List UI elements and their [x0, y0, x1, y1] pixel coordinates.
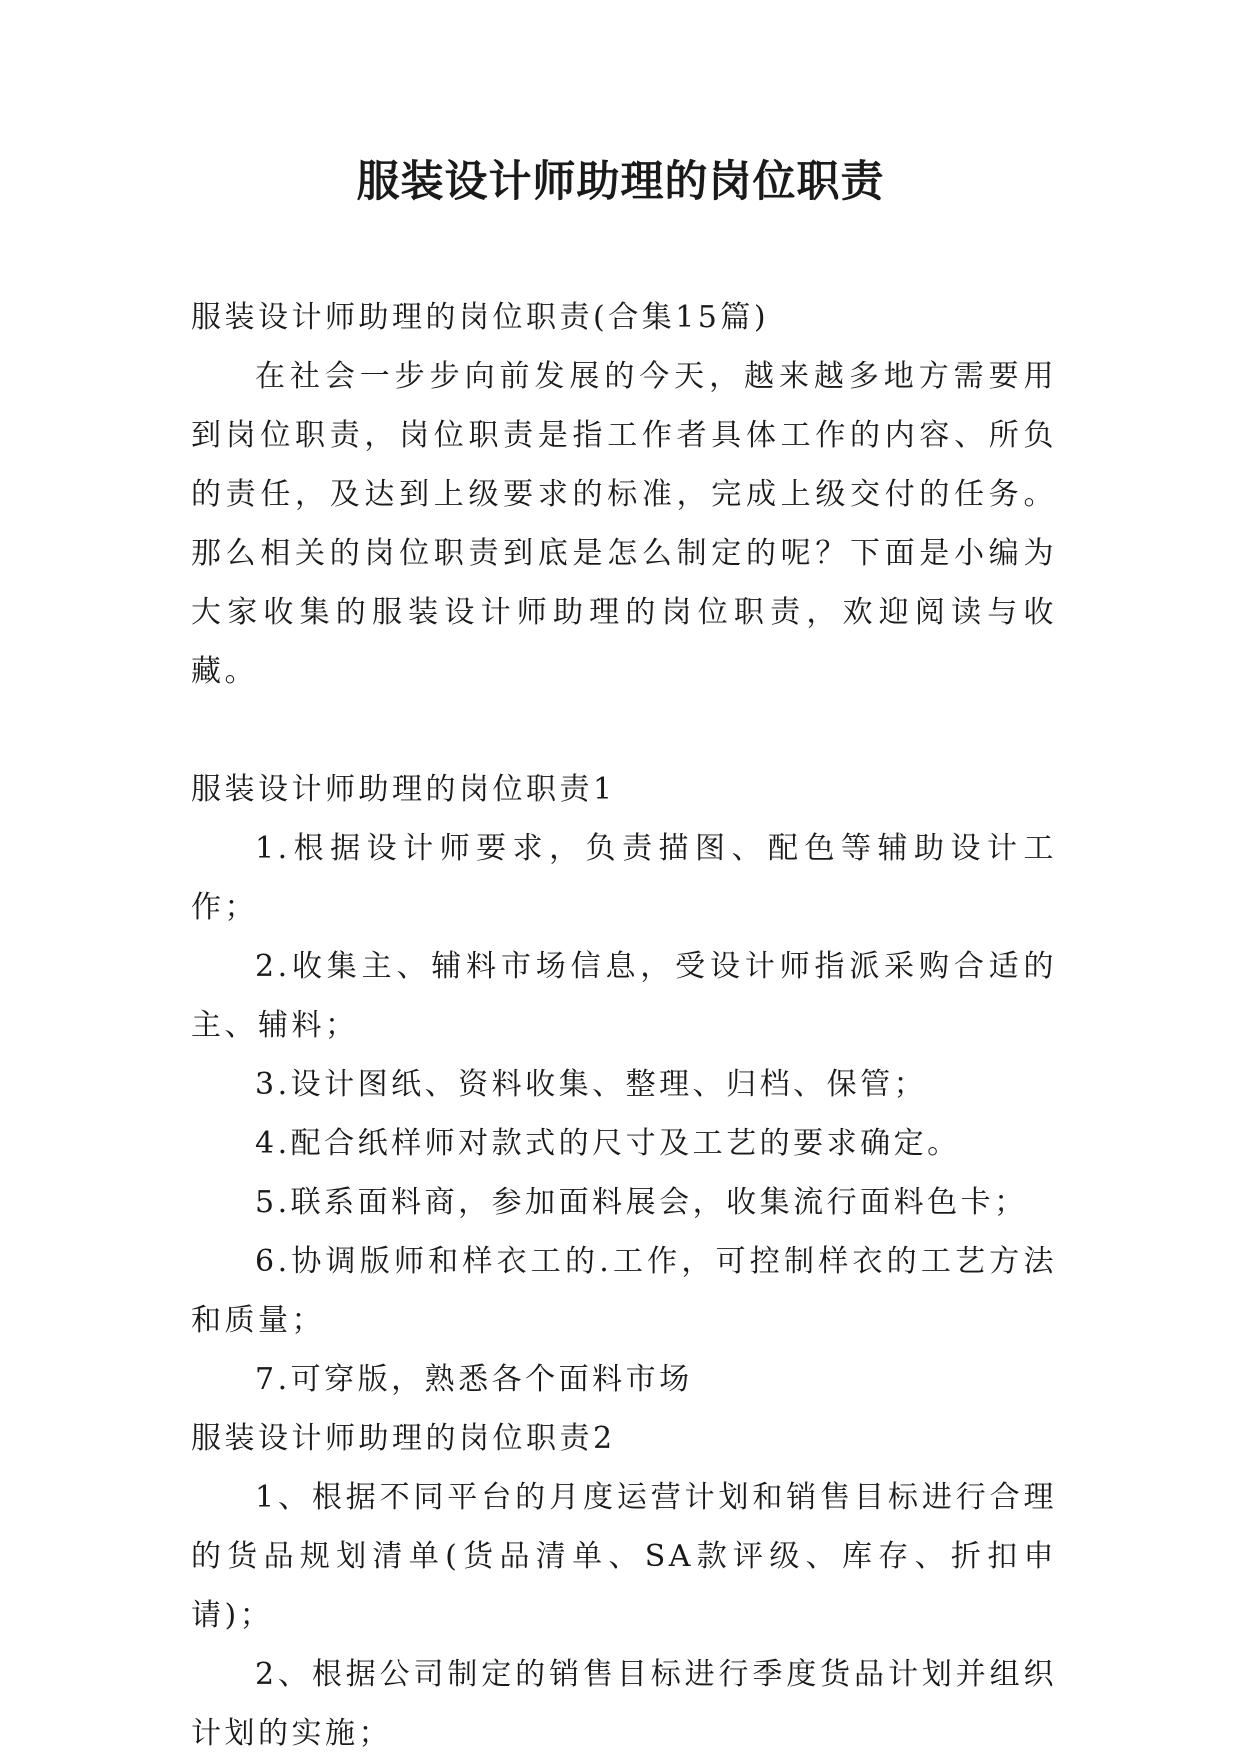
- section-2-item: 2、根据公司制定的销售目标进行季度货品计划并组织计划的实施；: [191, 1657, 1057, 1751]
- document-subtitle: 服装设计师助理的岗位职责(合集15篇): [191, 300, 770, 335]
- paragraph-gap: [191, 701, 1057, 760]
- section-1-item: 6.协调版师和样衣工的.工作，可控制样衣的工艺方法和质量；: [191, 1244, 1057, 1338]
- intro-paragraph: 在社会一步步向前发展的今天，越来越多地方需要用到岗位职责，岗位职责是指工作者具体工作的内容、所负的责任，及达到上级要求的标准，完成上级交付的任务。那么相关的岗位职责到底是怎么制定的呢？下面是小编为大家收集的服装设计师助理的岗位职责，欢迎阅读与收藏。: [191, 359, 1057, 689]
- document-title: 服装设计师助理的岗位职责: [356, 157, 885, 207]
- section-1-item: 2.收集主、辅料市场信息，受设计师指派采购合适的主、辅料；: [191, 949, 1057, 1043]
- section-1-item: 3.设计图纸、资料收集、整理、归档、保管；: [255, 1067, 928, 1102]
- section-1-item: 5.联系面料商，参加面料展会，收集流行面料色卡；: [255, 1185, 1028, 1220]
- document-body: [191, 288, 1057, 1763]
- section-1-item: 7.可穿版，熟悉各个面料市场: [255, 1362, 693, 1397]
- section-2-item: 1、根据不同平台的月度运营计划和销售目标进行合理的货品规划清单(货品清单、SA款评级、库存、折扣申请)；: [191, 1480, 1057, 1633]
- section-1-heading: 服装设计师助理的岗位职责1: [191, 772, 616, 807]
- section-1-item: 4.配合纸样师对款式的尺寸及工艺的要求确定。: [255, 1126, 961, 1161]
- section-1-item: 1.根据设计师要求，负责描图、配色等辅助设计工作；: [191, 831, 1057, 925]
- section-2-heading: 服装设计师助理的岗位职责2: [191, 1421, 616, 1456]
